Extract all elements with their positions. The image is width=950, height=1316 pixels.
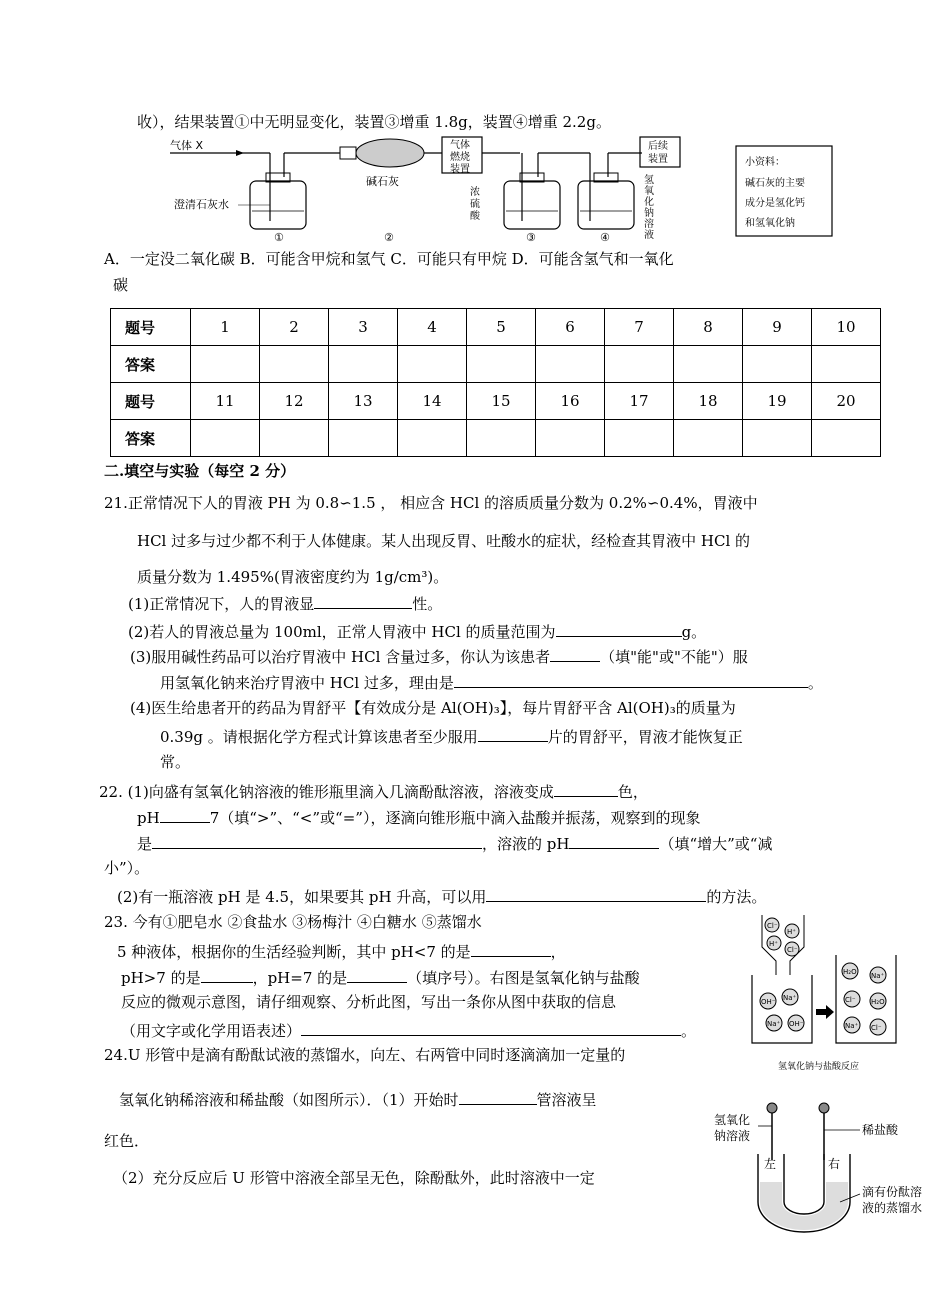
svg-text:和氢氧化钠: 和氢氧化钠 — [745, 218, 795, 229]
top-line: 收），结果装置①中无明显变化，装置③增重 1.8g，装置④增重 2.2g。 — [137, 113, 611, 131]
svg-text:H₂O: H₂O — [843, 968, 857, 976]
svg-text:小资料：: 小资料： — [745, 157, 785, 168]
q22-line2: pH 7（填“>”、“<”或“=”），逐滴向锥形瓶中滴入盐酸并振荡，观察到的现象 — [137, 806, 700, 828]
svg-text:碱石灰的主要: 碱石灰的主要 — [745, 178, 805, 189]
q21-line3: 质量分数为 1.495%(胃液密度约为 1g/cm³)。 — [137, 568, 449, 586]
svg-text:Cl⁻: Cl⁻ — [845, 996, 856, 1004]
note-box — [735, 145, 833, 237]
svg-text:钠溶液: 钠溶液 — [714, 1129, 751, 1143]
micro-reaction-figure — [748, 915, 898, 1075]
q21-blank2[interactable] — [556, 620, 682, 637]
bottle-3 — [504, 181, 560, 229]
svg-text:滴有份酞溶: 滴有份酞溶 — [862, 1185, 923, 1199]
svg-text:左: 左 — [764, 1157, 777, 1171]
svg-text:Cl⁻: Cl⁻ — [787, 946, 798, 954]
q21-line2: HCl 过多与过少都不利于人体健康。某人出现反胃、吐酸水的症状，经检查其胃液中 HCl 的 — [137, 532, 751, 550]
svg-text:硫: 硫 — [470, 199, 480, 210]
q21-p4b: 0.39g 。请根据化学方程式计算该患者至少服用 片的胃舒平，胃液才能恢复正 — [160, 725, 743, 747]
table-row: 题号 1 2 3 4 5 6 7 8 9 10 — [111, 309, 881, 346]
svg-text:Na⁺: Na⁺ — [845, 1022, 859, 1030]
q23-line1: 23. 今有①肥皂水 ②食盐水 ③杨梅汁 ④白糖水 ⑤蒸馏水 — [104, 913, 482, 931]
svg-text:H⁺: H⁺ — [769, 940, 778, 948]
q22-blank4[interactable] — [569, 832, 659, 849]
soda-lime-tube — [356, 139, 424, 167]
svg-text:②: ② — [384, 231, 394, 244]
svg-text:OH⁻: OH⁻ — [761, 998, 776, 1006]
q23-line3: pH>7 的是 ，pH=7 的是 （填序号）。右图是氢氧化钠与盐酸 — [121, 966, 640, 988]
q21-p1: (1)正常情况下，人的胃液显 性。 — [128, 592, 442, 614]
q24-line3: 红色． — [104, 1132, 150, 1150]
q24-blank1[interactable] — [459, 1088, 537, 1105]
svg-text:右: 右 — [828, 1157, 841, 1171]
soda-lime-label: 碱石灰 — [366, 175, 399, 188]
q22-blank3[interactable] — [152, 832, 482, 849]
svg-text:酸: 酸 — [470, 211, 480, 222]
svg-text:Cl⁻: Cl⁻ — [767, 922, 778, 930]
q21-p4c: 常。 — [160, 753, 191, 771]
svg-text:①: ① — [274, 231, 284, 244]
q22-line3: 是 ，溶液的 pH （填“增大”或“减 — [137, 832, 772, 854]
svg-text:液: 液 — [644, 230, 654, 241]
svg-text:Cl⁻: Cl⁻ — [871, 1024, 882, 1032]
q23-blank1[interactable] — [471, 940, 551, 957]
svg-text:H⁺: H⁺ — [787, 928, 796, 936]
micro-caption: 氢氧化钠与盐酸反应 — [778, 1062, 860, 1072]
q22-line5: (2)有一瓶溶液 pH 是 4.5，如果要其 pH 升高，可以用 的方法。 — [117, 885, 766, 907]
q21-blank4[interactable] — [454, 671, 808, 688]
gas-label: 气体 X — [170, 139, 204, 152]
q21-p2: (2)若人的胃液总量为 100ml，正常人胃液中 HCl 的质量范围为 g。 — [128, 620, 706, 642]
apparatus-figure — [170, 133, 730, 245]
q22-line1: 22. (1)向盛有氢氧化钠溶液的锥形瓶里滴入几滴酚酞溶液，溶液变成 色， — [99, 780, 648, 802]
svg-text:氢氧化: 氢氧化 — [714, 1113, 751, 1127]
q21-blank3[interactable] — [550, 645, 600, 662]
table-row: 答案 — [111, 346, 881, 383]
q22-line4: 小”）。 — [104, 859, 150, 877]
svg-text:成分是氢化钙: 成分是氢化钙 — [745, 198, 805, 209]
svg-text:液的蒸馏水: 液的蒸馏水 — [862, 1201, 923, 1215]
q24-line2: 氢氧化钠稀溶液和稀盐酸（如图所示）．（1）开始时 管溶液呈 — [119, 1088, 597, 1110]
svg-text:Na⁺: Na⁺ — [783, 994, 797, 1002]
svg-text:Na⁺: Na⁺ — [767, 1020, 781, 1028]
q23-line5: （用文字或化学用语表述） 。 — [121, 1019, 696, 1041]
svg-text:后续: 后续 — [648, 141, 668, 152]
q23-line4: 反应的微观示意图，请仔细观察、分析此图，写出一条你从图中获取的信息 — [121, 993, 617, 1011]
q21-p3: (3)服用碱性药品可以治疗胃液中 HCl 含量过多，你认为该患者 （填"能"或"不能"）服 — [130, 645, 748, 667]
svg-text:氧: 氧 — [644, 186, 654, 197]
svg-text:钠: 钠 — [644, 208, 654, 219]
table-row: 答案 — [111, 420, 881, 457]
q21-blank5[interactable] — [478, 725, 548, 742]
q24-line4: （2）充分反应后 U 形管中溶液全部呈无色，除酚酞外，此时溶液中一定 — [113, 1169, 595, 1187]
section-title: 二.填空与实验（每空 2 分） — [104, 462, 296, 480]
svg-text:Na⁺: Na⁺ — [871, 972, 885, 980]
svg-text:浓: 浓 — [470, 187, 480, 198]
svg-text:④: ④ — [600, 231, 610, 244]
bottle-4 — [578, 181, 634, 229]
q22-blank5[interactable] — [486, 885, 706, 902]
options-cont: 碳 — [113, 276, 129, 294]
q21-p4: (4)医生给患者开的药品为胃舒平【有效成分是 Al(OH)₃】，每片胃舒平含 Al(OH)₃的质量为 — [130, 699, 736, 717]
q21-line1: 21.正常情况下人的胃液 PH 为 0.8∽1.5 ， 相应含 HCl 的溶质质量分数为 0.2%∽0.4%，胃液中 — [104, 494, 758, 512]
answer-table — [110, 308, 881, 457]
svg-text:稀盐酸: 稀盐酸 — [862, 1123, 899, 1137]
q23-blank2[interactable] — [201, 966, 253, 983]
q23-blank3[interactable] — [347, 966, 407, 983]
lime-water-label: 澄清石灰水 — [174, 198, 229, 211]
q21-p3b: 用氢氧化钠来治疗胃液中 HCl 过多，理由是 。 — [160, 671, 823, 693]
options-line: A．一定没二氧化碳 B．可能含甲烷和氢气 C．可能只有甲烷 D．可能含氢气和一氧化 — [104, 250, 674, 268]
q24-line1: 24.U 形管中是滴有酚酞试液的蒸馏水，向左、右两管中同时逐滴滴加一定量的 — [104, 1046, 626, 1064]
svg-text:OH⁻: OH⁻ — [789, 1020, 804, 1028]
svg-text:化: 化 — [644, 197, 654, 208]
q21-blank1[interactable] — [314, 592, 412, 609]
q22-blank1[interactable] — [554, 780, 618, 797]
svg-text:H₂O: H₂O — [871, 998, 885, 1006]
svg-text:溶: 溶 — [644, 219, 654, 230]
table-row: 题号 11 12 13 14 15 16 17 18 19 20 — [111, 383, 881, 420]
svg-text:气体: 气体 — [450, 140, 470, 151]
svg-text:③: ③ — [526, 231, 536, 244]
q22-blank2[interactable] — [160, 806, 210, 823]
q23-blank4[interactable] — [301, 1019, 681, 1036]
svg-text:氢: 氢 — [644, 175, 654, 186]
svg-text:燃烧: 燃烧 — [450, 152, 470, 163]
u-tube-figure — [712, 1098, 944, 1240]
svg-text:装置: 装置 — [450, 164, 470, 175]
q23-line2: 5 种液体，根据你的生活经验判断，其中 pH<7 的是 ， — [117, 940, 566, 962]
svg-text:装置: 装置 — [648, 154, 668, 165]
